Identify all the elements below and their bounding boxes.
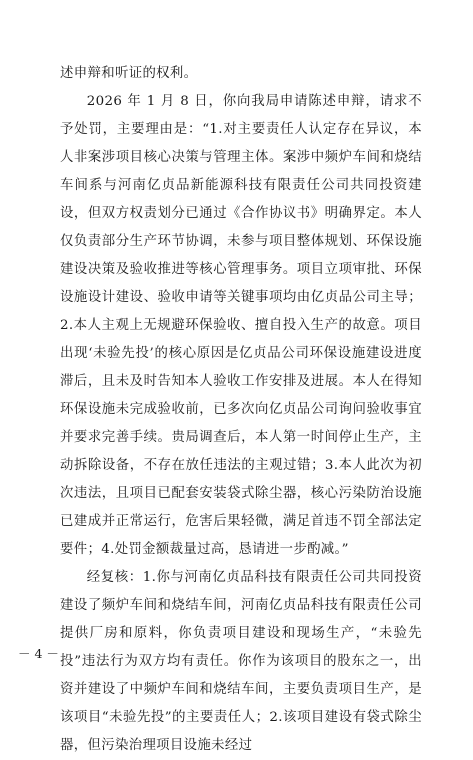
- paragraph-continuation: 述申辩和听证的权利。: [60, 66, 198, 81]
- paragraph-review-findings: 经复核：1.你与河南亿贞品科技有限责任公司共同投资建设了频炉车间和烧结车间，河南亿贞品科技有限责任公司提供厂房和原料，你负责项目建设和现场生产，“未验先投”违法行为双方均有责任。你作为该项目的股东之一，出资并建设了中频炉车间和烧结车间，主要负责项目生产，是该项目“未验先投”的主要责任人；2.该项目建设有袋式除尘器，但污染治理项目设施未经过: [60, 570, 422, 753]
- page-number: － 4 －: [18, 646, 59, 661]
- paragraph-appeal-statement: 2026 年 1 月 8 日，你向我局申请陈述申辩，请求不予处罚，主要理由是：“1.对主要责任人认定存在异议，本人非案涉项目核心决策与管理主体。案涉中频炉车间和烧结车间系与河南亿贞品新能源科技有限责任公司共同投资建设，但双方权责划分已通过《合作协议书》明确界定。本人仅负责部分生产环节协调，未参与项目整体规划、环保设施建设决策及验收推进等核心管理事务。项目立项审批、环保设施设计建设、验收申请等关键事项均由亿贞品公司主导；2.本人主观上无规避环保验收、擅自投入生产的故意。项目出现‘未验先投’的核心原因是亿贞品公司环保设施建设进度滞后，且未及时告知本人验收工作安排及进展。本人在得知环保设施未完成验收前，已多次向亿贞品公司询问验收事宜并要求完善手续。贵局调查后，本人第一时间停止生产，主动拆除设备，不存在放任违法的主观过错；3.本人此次为初次违法，且项目已配套安装袋式除尘器，核心污染防治设施已建成并正常运行，危害后果轻微，满足首违不罚全部法定要件；4.处罚金额裁量过高，恳请进一步酌减。”: [60, 94, 422, 557]
